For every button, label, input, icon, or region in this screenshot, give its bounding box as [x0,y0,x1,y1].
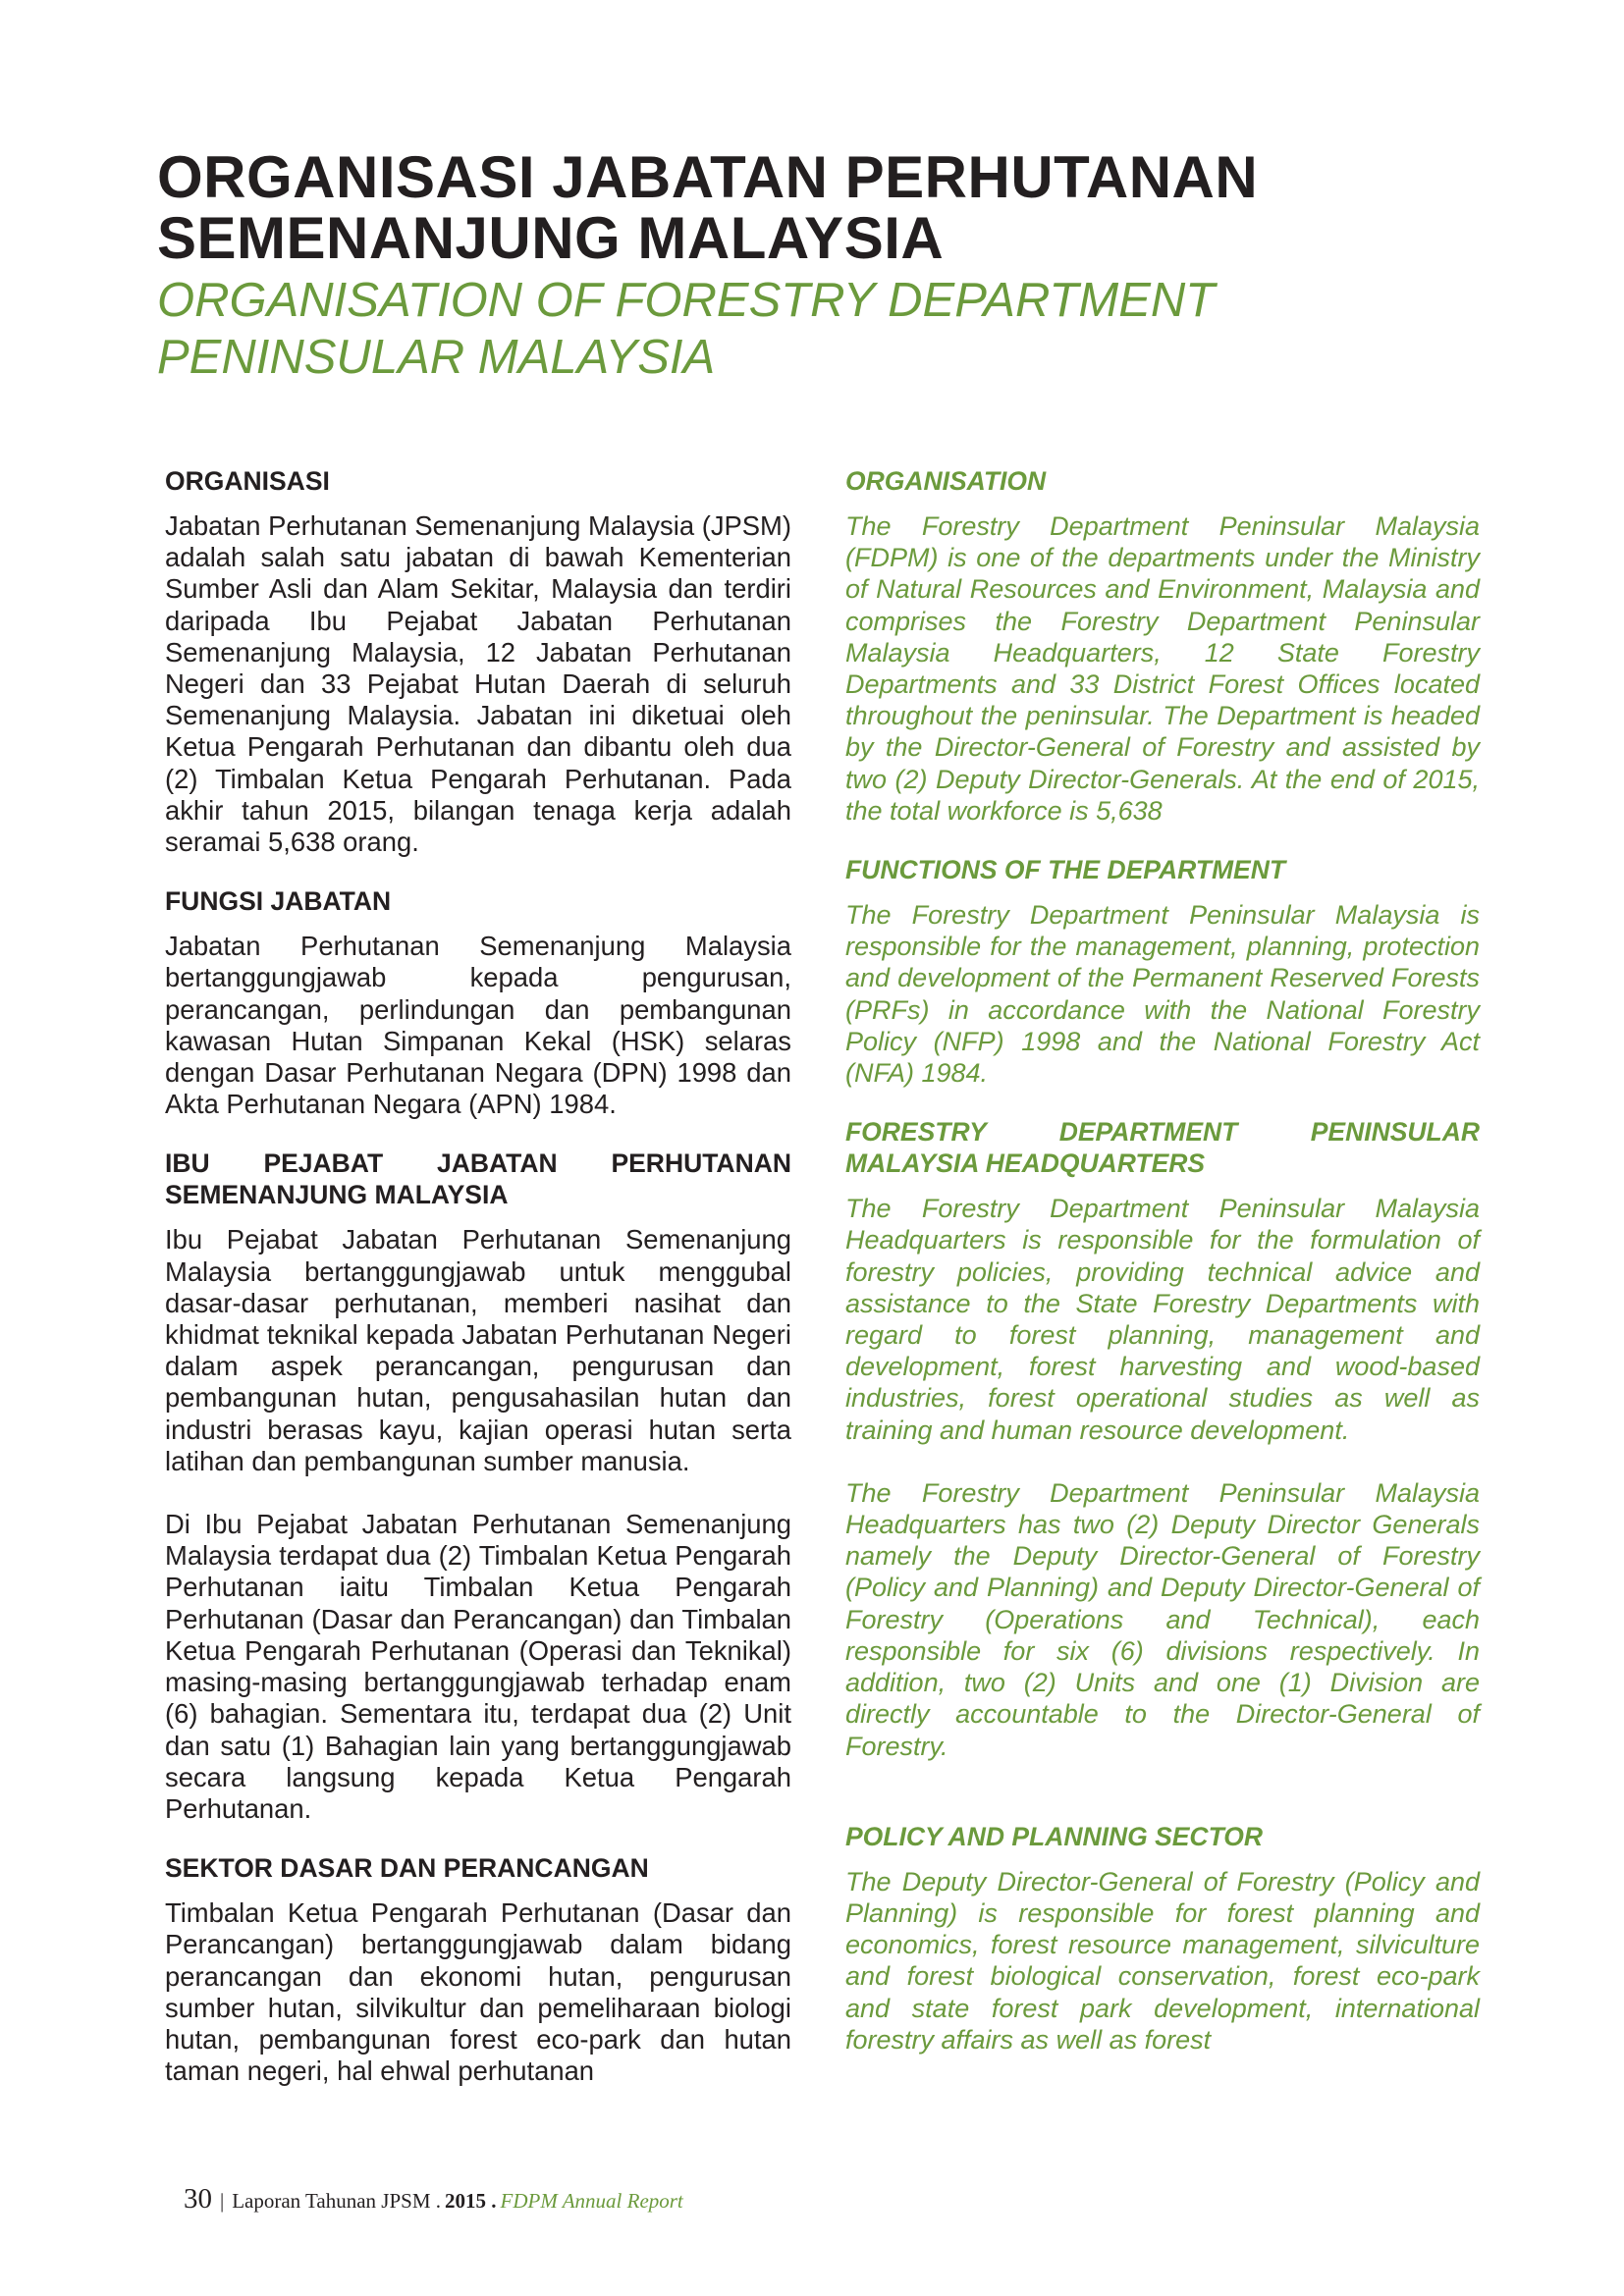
section-heading-sektor-dasar: SEKTOR DASAR DAN PERANCANGAN [165,1853,649,1884]
paragraph-organisation: The Forestry Department Peninsular Malaysia (FDPM) is one of the departments under the Ministry of Natural Resources and Environment, Malaysia and comprises the Forestry Department Peninsular Malaysia Headquarters, 12 State Forestry Departments and 33 District Forest Offices located throughout the peninsular. The Department is headed by the Director-General of Forestry and assisted by two (2) Deputy Director-Generals. At the end of 2015, the total workforce is 5,638 [845,511,1480,826]
section-heading-policy-planning: POLICY AND PLANNING SECTOR [845,1821,1264,1851]
footer-report-english: FDPM Annual Report [500,2189,683,2213]
section-heading-organisation: ORGANISATION [845,466,1047,496]
paragraph-headquarters-1: The Forestry Department Peninsular Malaysia Headquarters is responsible for the formulation of forestry policies, providing technical advice and assistance to the State Forestry Departments with regard to forest planning, management and development, forest harvesting and wood-based industries, forest operational studies as well as training and human resource development. [845,1194,1480,1445]
page-footer [184,2183,683,2216]
paragraph-ibu-pejabat-2: Di Ibu Pejabat Jabatan Perhutanan Semenanjung Malaysia terdapat dua (2) Timbalan Ketua Pengarah Perhutanan iaitu Timbalan Ketua Pengarah Perhutanan (Dasar dan Perancangan) dan Timbalan Ketua Pengarah Perhutanan (Operasi dan Teknikal) masing-masing bertanggungjawab terhadap enam (6) bahagian. Sementara itu, terdapat dua (2) Unit dan satu (1) Bahagian lain yang bertanggungjawab secara langsung kepada Ketua Pengarah Perhutanan. [165,1509,791,1824]
section-heading-organisasi: ORGANISASI [165,466,330,496]
footer-separator: | [220,2189,225,2213]
section-heading-fungsi: FUNGSI JABATAN [165,886,392,917]
paragraph-organisasi: Jabatan Perhutanan Semenanjung Malaysia (JPSM) adalah salah satu jabatan di bawah Kementerian Sumber Asli dan Alam Sekitar, Malaysia dan terdiri daripada Ibu Pejabat Jabatan Perhutanan Semenanjung Malaysia, 12 Jabatan Perhutanan Negeri dan 33 Pejabat Hutan Daerah di seluruh Semenanjung Malaysia. Jabatan ini diketuai oleh Ketua Pengarah Perhutanan dan dibantu oleh dua (2) Timbalan Ketua Pengarah Perhutanan. Pada akhir tahun 2015, bilangan tenaga kerja adalah seramai 5,638 orang. [165,510,791,858]
section-heading-headquarters: FORESTRY DEPARTMENT PENINSULAR MALAYSIA HEADQUARTERS [845,1117,1480,1179]
section-heading-ibu-pejabat: IBU PEJABAT JABATAN PERHUTANAN SEMENANJUNG MALAYSIA [165,1148,791,1210]
paragraph-functions: The Forestry Department Peninsular Malaysia is responsible for the management, planning, protection and development of the Permanent Reserved Forests (PRFs) in accordance with the National Forestry Policy (NFP) 1998 and the National Forestry Act (NFA) 1984. [845,900,1480,1089]
paragraph-sektor-dasar: Timbalan Ketua Pengarah Perhutanan (Dasar dan Perancangan) bertanggungjawab dalam bidang perancangan dan ekonomi hutan, pengurusan sumber hutan, silvikultur dan pemeliharaan biologi hutan, pembangunan forest eco-park dan hutan taman negeri, hal ehwal perhutanan [165,1897,791,2087]
page-subtitle: ORGANISATION OF FORESTRY DEPARTMENT PENINSULAR MALAYSIA [157,274,1216,384]
paragraph-headquarters-2: The Forestry Department Peninsular Malaysia Headquarters has two (2) Deputy Director Generals namely the Deputy Director-General of Forestry (Policy and Planning) and Deputy Director-General of Forestry (Operations and Technical), each responsible for six (6) divisions respectively. In addition, two (2) Units and one (1) Division are directly accountable to the Director-General of Forestry. [845,1477,1480,1761]
page-number: 30 [184,2183,212,2215]
paragraph-fungsi: Jabatan Perhutanan Semenanjung Malaysia bertanggungjawab kepada pengurusan, perancangan, perlindungan dan pembangunan kawasan Hutan Simpanan Kekal (HSK) selaras dengan Dasar Perhutanan Negara (DPN) 1998 dan Akta Perhutanan Negara (APN) 1984. [165,931,791,1120]
footer-year: 2015 . [445,2189,497,2213]
malay-column [165,465,791,2087]
footer-report-malay: Laporan Tahunan JPSM . [232,2189,442,2213]
page-title: ORGANISASI JABATAN PERHUTANAN SEMENANJUNG MALAYSIA [157,144,1259,271]
section-heading-functions: FUNCTIONS OF THE DEPARTMENT [845,855,1286,885]
paragraph-policy-planning: The Deputy Director-General of Forestry (Policy and Planning) is responsible for forest planning and economics, forest resource management, silviculture and forest biological conservation, forest eco-park and state forest park development, international forestry affairs as well as forest [845,1866,1480,2055]
english-column [845,465,1480,2056]
paragraph-ibu-pejabat-1: Ibu Pejabat Jabatan Perhutanan Semenanjung Malaysia bertanggungjawab untuk menggubal dasar-dasar perhutanan, memberi nasihat dan khidmat teknikal kepada Jabatan Perhutanan Negeri dalam aspek perancangan, pengurusan dan pembangunan hutan, pengusahasilan hutan dan industri berasas kayu, kajian operasi hutan serta latihan dan pembangunan sumber manusia. [165,1224,791,1476]
